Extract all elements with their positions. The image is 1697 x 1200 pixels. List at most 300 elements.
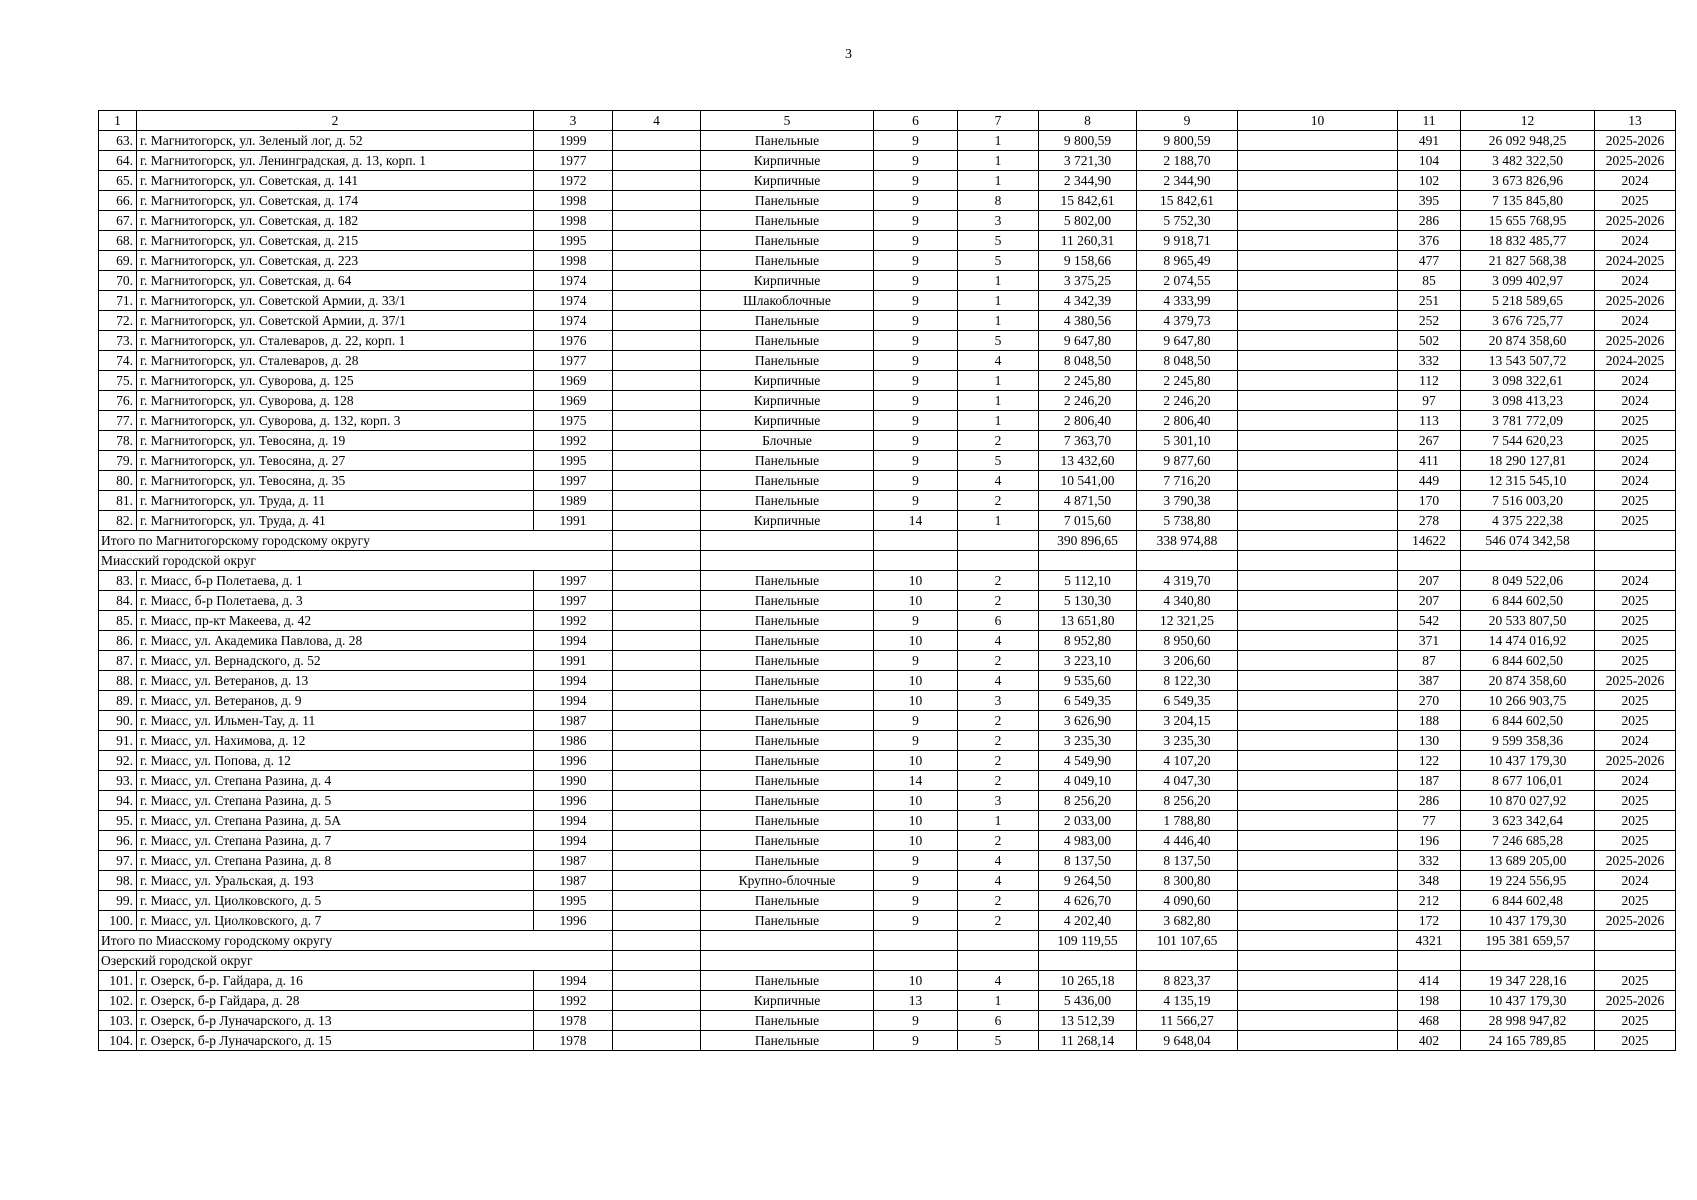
entrance-count: 2 <box>958 491 1039 511</box>
total-area: 15 842,61 <box>1039 191 1137 211</box>
resident-count: 411 <box>1398 451 1461 471</box>
repair-cost: 6 844 602,50 <box>1461 651 1595 671</box>
repair-period: 2025-2026 <box>1595 851 1676 871</box>
wall-material: Панельные <box>701 251 874 271</box>
entrance-count: 5 <box>958 451 1039 471</box>
repair-period: 2025 <box>1595 1031 1676 1051</box>
row-number: 94. <box>99 791 137 811</box>
floor-count: 9 <box>874 291 958 311</box>
repair-cost: 10 437 179,30 <box>1461 991 1595 1011</box>
total-area: 2 344,90 <box>1039 171 1137 191</box>
total-area: 390 896,65 <box>1039 531 1137 551</box>
table-row <box>99 711 1676 731</box>
wall-material: Панельные <box>701 691 874 711</box>
repair-period: 2025 <box>1595 1011 1676 1031</box>
column-10-value <box>1238 691 1398 711</box>
repair-cost: 7 516 003,20 <box>1461 491 1595 511</box>
build-year: 1975 <box>534 411 613 431</box>
column-4-value <box>613 891 701 911</box>
total-area: 5 112,10 <box>1039 571 1137 591</box>
entrance-count: 2 <box>958 711 1039 731</box>
wall-material: Кирпичные <box>701 271 874 291</box>
table-row <box>99 871 1676 891</box>
living-area: 101 107,65 <box>1137 931 1238 951</box>
table-row <box>99 771 1676 791</box>
column-10-value <box>1238 411 1398 431</box>
column-10-value <box>1238 371 1398 391</box>
resident-count: 332 <box>1398 851 1461 871</box>
wall-material: Кирпичные <box>701 171 874 191</box>
address: г. Озерск, б-р Луначарского, д. 15 <box>137 1031 534 1051</box>
entrance-count: 2 <box>958 591 1039 611</box>
floor-count: 9 <box>874 371 958 391</box>
entrance-count: 2 <box>958 831 1039 851</box>
resident-count: 14622 <box>1398 531 1461 551</box>
table-row <box>99 231 1676 251</box>
total-area: 2 806,40 <box>1039 411 1137 431</box>
row-number: 92. <box>99 751 137 771</box>
table-row <box>99 171 1676 191</box>
column-header: 8 <box>1039 111 1137 131</box>
column-10-value <box>1238 971 1398 991</box>
repair-cost: 7 544 620,23 <box>1461 431 1595 451</box>
column-10-value <box>1238 511 1398 531</box>
floor-count: 9 <box>874 711 958 731</box>
living-area: 2 806,40 <box>1137 411 1238 431</box>
floor-count: 9 <box>874 451 958 471</box>
repair-period: 2024 <box>1595 571 1676 591</box>
repair-period: 2025-2026 <box>1595 331 1676 351</box>
living-area: 4 446,40 <box>1137 831 1238 851</box>
repair-period: 2025 <box>1595 591 1676 611</box>
resident-count: 4321 <box>1398 931 1461 951</box>
total-area: 13 432,60 <box>1039 451 1137 471</box>
district-section-label: Озерский городской округ <box>99 951 613 971</box>
floor-count: 9 <box>874 391 958 411</box>
address: г. Магнитогорск, ул. Труда, д. 11 <box>137 491 534 511</box>
column-10-value <box>1238 831 1398 851</box>
entrance-count: 2 <box>958 771 1039 791</box>
column-4-value <box>613 571 701 591</box>
entrance-count: 4 <box>958 631 1039 651</box>
row-number: 103. <box>99 1011 137 1031</box>
repair-cost: 28 998 947,82 <box>1461 1011 1595 1031</box>
wall-material: Кирпичные <box>701 391 874 411</box>
table-row <box>99 691 1676 711</box>
entrance-count: 4 <box>958 971 1039 991</box>
column-10-value <box>1238 851 1398 871</box>
column-4-value <box>613 331 701 351</box>
wall-material: Панельные <box>701 211 874 231</box>
floor-count: 9 <box>874 611 958 631</box>
entrance-count: 1 <box>958 811 1039 831</box>
column-header: 9 <box>1137 111 1238 131</box>
entrance-count: 2 <box>958 571 1039 591</box>
floor-count: 9 <box>874 851 958 871</box>
table-row <box>99 491 1676 511</box>
build-year: 1974 <box>534 311 613 331</box>
repair-cost: 24 165 789,85 <box>1461 1031 1595 1051</box>
row-number: 100. <box>99 911 137 931</box>
row-number: 70. <box>99 271 137 291</box>
living-area: 3 682,80 <box>1137 911 1238 931</box>
row-number: 99. <box>99 891 137 911</box>
floor-count: 9 <box>874 911 958 931</box>
repair-period: 2025 <box>1595 491 1676 511</box>
living-area: 8 300,80 <box>1137 871 1238 891</box>
resident-count: 376 <box>1398 231 1461 251</box>
wall-material: Шлакоблочные <box>701 291 874 311</box>
living-area: 3 206,60 <box>1137 651 1238 671</box>
address: г. Миасс, ул. Степана Разина, д. 7 <box>137 831 534 851</box>
entrance-count: 4 <box>958 671 1039 691</box>
entrance-count: 5 <box>958 331 1039 351</box>
repair-cost: 18 290 127,81 <box>1461 451 1595 471</box>
row-number: 104. <box>99 1031 137 1051</box>
repair-period: 2025 <box>1595 411 1676 431</box>
column-4-value <box>613 1031 701 1051</box>
address: г. Магнитогорск, ул. Советская, д. 182 <box>137 211 534 231</box>
total-area: 7 015,60 <box>1039 511 1137 531</box>
repair-cost: 20 533 807,50 <box>1461 611 1595 631</box>
wall-material: Панельные <box>701 471 874 491</box>
row-number: 65. <box>99 171 137 191</box>
repair-cost: 19 347 228,16 <box>1461 971 1595 991</box>
table-row <box>99 611 1676 631</box>
repair-cost: 12 315 545,10 <box>1461 471 1595 491</box>
address: г. Магнитогорск, ул. Советская, д. 223 <box>137 251 534 271</box>
repair-period: 2024 <box>1595 371 1676 391</box>
row-number: 93. <box>99 771 137 791</box>
total-area: 109 119,55 <box>1039 931 1137 951</box>
repair-cost: 3 482 322,50 <box>1461 151 1595 171</box>
living-area: 1 788,80 <box>1137 811 1238 831</box>
district-section-label: Миасский городской округ <box>99 551 613 571</box>
entrance-count: 2 <box>958 891 1039 911</box>
total-area: 9 800,59 <box>1039 131 1137 151</box>
row-number: 91. <box>99 731 137 751</box>
floor-count: 9 <box>874 1011 958 1031</box>
wall-material: Панельные <box>701 491 874 511</box>
floor-count: 9 <box>874 131 958 151</box>
resident-count: 87 <box>1398 651 1461 671</box>
build-year: 1992 <box>534 431 613 451</box>
column-4-value <box>613 591 701 611</box>
column-4-value <box>613 871 701 891</box>
column-4-value <box>613 731 701 751</box>
total-area: 13 512,39 <box>1039 1011 1137 1031</box>
column-4-value <box>613 251 701 271</box>
repair-period: 2025 <box>1595 971 1676 991</box>
column-10-value <box>1238 991 1398 1011</box>
column-10-value <box>1238 871 1398 891</box>
column-10-value <box>1238 251 1398 271</box>
column-4-value <box>613 351 701 371</box>
wall-material: Кирпичные <box>701 371 874 391</box>
total-area: 2 246,20 <box>1039 391 1137 411</box>
address: г. Миасс, ул. Ветеранов, д. 13 <box>137 671 534 691</box>
repair-period: 2025-2026 <box>1595 991 1676 1011</box>
living-area: 15 842,61 <box>1137 191 1238 211</box>
build-year: 1995 <box>534 451 613 471</box>
build-year: 1995 <box>534 891 613 911</box>
table-row <box>99 471 1676 491</box>
column-header: 10 <box>1238 111 1398 131</box>
build-year: 1994 <box>534 631 613 651</box>
column-4-value <box>613 971 701 991</box>
wall-material: Панельные <box>701 711 874 731</box>
build-year: 1996 <box>534 751 613 771</box>
total-area: 3 721,30 <box>1039 151 1137 171</box>
row-number: 79. <box>99 451 137 471</box>
district-section-row <box>99 951 1676 971</box>
living-area: 5 738,80 <box>1137 511 1238 531</box>
address: г. Миасс, ул. Попова, д. 12 <box>137 751 534 771</box>
column-10-value <box>1238 631 1398 651</box>
living-area: 2 188,70 <box>1137 151 1238 171</box>
total-area: 3 223,10 <box>1039 651 1137 671</box>
table-body <box>99 131 1676 1051</box>
address: г. Миасс, ул. Степана Разина, д. 5А <box>137 811 534 831</box>
resident-count: 207 <box>1398 591 1461 611</box>
entrance-count: 1 <box>958 291 1039 311</box>
column-4-value <box>613 611 701 631</box>
column-4-value <box>613 831 701 851</box>
column-10-value <box>1238 311 1398 331</box>
column-4-value <box>613 191 701 211</box>
entrance-count: 6 <box>958 1011 1039 1031</box>
wall-material: Панельные <box>701 451 874 471</box>
build-year: 1997 <box>534 571 613 591</box>
wall-material: Панельные <box>701 631 874 651</box>
floor-count: 10 <box>874 811 958 831</box>
row-number: 84. <box>99 591 137 611</box>
table-row <box>99 791 1676 811</box>
column-4-value <box>613 411 701 431</box>
living-area: 9 648,04 <box>1137 1031 1238 1051</box>
wall-material: Панельные <box>701 731 874 751</box>
living-area: 8 950,60 <box>1137 631 1238 651</box>
address: г. Магнитогорск, ул. Суворова, д. 125 <box>137 371 534 391</box>
total-area: 4 626,70 <box>1039 891 1137 911</box>
living-area: 9 800,59 <box>1137 131 1238 151</box>
row-number: 66. <box>99 191 137 211</box>
floor-count: 9 <box>874 471 958 491</box>
row-number: 90. <box>99 711 137 731</box>
column-4-value <box>613 511 701 531</box>
address: г. Миасс, ул. Циолковского, д. 5 <box>137 891 534 911</box>
address: г. Магнитогорск, ул. Тевосяна, д. 27 <box>137 451 534 471</box>
living-area: 8 965,49 <box>1137 251 1238 271</box>
column-4-value <box>613 371 701 391</box>
repair-cost: 13 543 507,72 <box>1461 351 1595 371</box>
column-header: 7 <box>958 111 1039 131</box>
district-total-row <box>99 531 1676 551</box>
floor-count: 14 <box>874 771 958 791</box>
resident-count: 414 <box>1398 971 1461 991</box>
resident-count: 113 <box>1398 411 1461 431</box>
column-header: 11 <box>1398 111 1461 131</box>
total-area: 8 048,50 <box>1039 351 1137 371</box>
row-number: 82. <box>99 511 137 531</box>
column-4-value <box>613 231 701 251</box>
address: г. Миасс, ул. Ветеранов, д. 9 <box>137 691 534 711</box>
build-year: 1995 <box>534 231 613 251</box>
repair-cost: 6 844 602,50 <box>1461 711 1595 731</box>
wall-material: Панельные <box>701 131 874 151</box>
living-area: 6 549,35 <box>1137 691 1238 711</box>
row-number: 74. <box>99 351 137 371</box>
district-total-label: Итого по Миасскому городскому округу <box>99 931 613 951</box>
address: г. Магнитогорск, ул. Советская, д. 215 <box>137 231 534 251</box>
living-area: 5 752,30 <box>1137 211 1238 231</box>
repair-cost: 4 375 222,38 <box>1461 511 1595 531</box>
repair-period: 2024 <box>1595 271 1676 291</box>
build-year: 1992 <box>534 611 613 631</box>
column-4-value <box>613 271 701 291</box>
column-10-value <box>1238 211 1398 231</box>
total-area: 5 802,00 <box>1039 211 1137 231</box>
column-4-value <box>613 851 701 871</box>
repair-period: 2024-2025 <box>1595 251 1676 271</box>
repair-period: 2025 <box>1595 511 1676 531</box>
address: г. Миасс, ул. Академика Павлова, д. 28 <box>137 631 534 651</box>
build-year: 1987 <box>534 711 613 731</box>
resident-count: 371 <box>1398 631 1461 651</box>
wall-material: Панельные <box>701 811 874 831</box>
repair-period: 2025-2026 <box>1595 151 1676 171</box>
table-row <box>99 131 1676 151</box>
floor-count: 9 <box>874 251 958 271</box>
resident-count: 251 <box>1398 291 1461 311</box>
table-row <box>99 251 1676 271</box>
floor-count: 10 <box>874 971 958 991</box>
repair-period: 2025-2026 <box>1595 131 1676 151</box>
living-area: 338 974,88 <box>1137 531 1238 551</box>
floor-count: 14 <box>874 511 958 531</box>
resident-count: 102 <box>1398 171 1461 191</box>
table-row <box>99 851 1676 871</box>
build-year: 1996 <box>534 911 613 931</box>
living-area: 4 340,80 <box>1137 591 1238 611</box>
table-row <box>99 731 1676 751</box>
living-area: 8 137,50 <box>1137 851 1238 871</box>
row-number: 78. <box>99 431 137 451</box>
total-area: 4 549,90 <box>1039 751 1137 771</box>
repair-period: 2025-2026 <box>1595 751 1676 771</box>
build-year: 1978 <box>534 1011 613 1031</box>
repair-period: 2025 <box>1595 811 1676 831</box>
table-row <box>99 1031 1676 1051</box>
row-number: 76. <box>99 391 137 411</box>
resident-count: 207 <box>1398 571 1461 591</box>
table-row <box>99 431 1676 451</box>
repair-cost: 8 049 522,06 <box>1461 571 1595 591</box>
row-number: 83. <box>99 571 137 591</box>
floor-count: 10 <box>874 631 958 651</box>
entrance-count: 1 <box>958 171 1039 191</box>
total-area: 5 130,30 <box>1039 591 1137 611</box>
repair-period: 2025 <box>1595 831 1676 851</box>
entrance-count: 4 <box>958 471 1039 491</box>
wall-material: Панельные <box>701 831 874 851</box>
column-4-value <box>613 991 701 1011</box>
build-year: 1986 <box>534 731 613 751</box>
total-area: 4 871,50 <box>1039 491 1137 511</box>
living-area: 4 090,60 <box>1137 891 1238 911</box>
address: г. Магнитогорск, ул. Сталеваров, д. 28 <box>137 351 534 371</box>
column-4-value <box>613 151 701 171</box>
address: г. Миасс, пр-кт Макеева, д. 42 <box>137 611 534 631</box>
repair-cost: 3 673 826,96 <box>1461 171 1595 191</box>
row-number: 81. <box>99 491 137 511</box>
living-area: 2 344,90 <box>1137 171 1238 191</box>
wall-material: Панельные <box>701 851 874 871</box>
repair-cost: 546 074 342,58 <box>1461 531 1595 551</box>
living-area: 12 321,25 <box>1137 611 1238 631</box>
build-year: 1991 <box>534 651 613 671</box>
total-area: 8 137,50 <box>1039 851 1137 871</box>
table-row <box>99 151 1676 171</box>
repair-cost: 14 474 016,92 <box>1461 631 1595 651</box>
entrance-count: 1 <box>958 311 1039 331</box>
row-number: 88. <box>99 671 137 691</box>
address: г. Миасс, ул. Нахимова, д. 12 <box>137 731 534 751</box>
build-year: 1987 <box>534 871 613 891</box>
living-area: 9 647,80 <box>1137 331 1238 351</box>
address: г. Озерск, б-р Гайдара, д. 28 <box>137 991 534 1011</box>
repair-period: 2025 <box>1595 611 1676 631</box>
total-area: 13 651,80 <box>1039 611 1137 631</box>
column-10-value <box>1238 711 1398 731</box>
wall-material: Панельные <box>701 591 874 611</box>
total-area: 9 647,80 <box>1039 331 1137 351</box>
table-row <box>99 651 1676 671</box>
address: г. Миасс, ул. Степана Разина, д. 5 <box>137 791 534 811</box>
repair-cost: 13 689 205,00 <box>1461 851 1595 871</box>
build-year: 1994 <box>534 831 613 851</box>
wall-material: Панельные <box>701 611 874 631</box>
repair-period: 2024 <box>1595 311 1676 331</box>
living-area: 4 047,30 <box>1137 771 1238 791</box>
address: г. Магнитогорск, ул. Тевосяна, д. 19 <box>137 431 534 451</box>
floor-count: 9 <box>874 891 958 911</box>
floor-count: 9 <box>874 431 958 451</box>
build-year: 1978 <box>534 1031 613 1051</box>
build-year: 1994 <box>534 671 613 691</box>
resident-count: 402 <box>1398 1031 1461 1051</box>
repair-period: 2024 <box>1595 731 1676 751</box>
resident-count: 196 <box>1398 831 1461 851</box>
repair-period: 2024 <box>1595 771 1676 791</box>
total-area: 10 265,18 <box>1039 971 1137 991</box>
floor-count: 10 <box>874 591 958 611</box>
floor-count: 9 <box>874 871 958 891</box>
floor-count: 9 <box>874 351 958 371</box>
floor-count: 9 <box>874 211 958 231</box>
resident-count: 77 <box>1398 811 1461 831</box>
column-4-value <box>613 291 701 311</box>
repair-period: 2025 <box>1595 191 1676 211</box>
repair-cost: 3 099 402,97 <box>1461 271 1595 291</box>
column-10-value <box>1238 451 1398 471</box>
repair-period: 2025-2026 <box>1595 911 1676 931</box>
floor-count: 9 <box>874 1031 958 1051</box>
row-number: 69. <box>99 251 137 271</box>
row-number: 89. <box>99 691 137 711</box>
column-4-value <box>613 811 701 831</box>
build-year: 1969 <box>534 371 613 391</box>
